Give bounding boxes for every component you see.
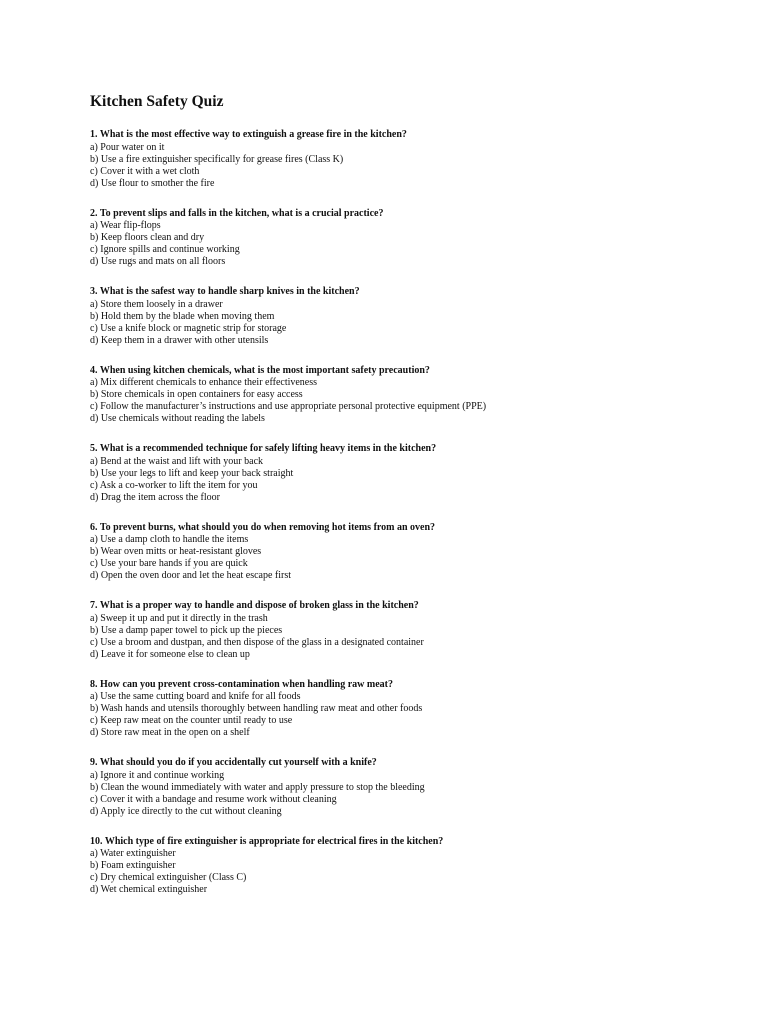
answer-option: a) Mix different chemicals to enhance their effectiveness <box>90 377 318 388</box>
answer-option: b) Wash hands and utensils thoroughly between handling raw meat and other foods <box>90 703 423 714</box>
answer-option: b) Clean the wound immediately with water and apply pressure to stop the bleeding <box>90 781 425 793</box>
question-text: 4. When using kitchen chemicals, what is the most important safety precaution? <box>90 364 430 376</box>
question-block <box>90 443 730 504</box>
question-text: 8. How can you prevent cross-contamination when handling raw meat? <box>90 678 393 690</box>
answer-option: b) Use a damp paper towel to pick up the pieces <box>90 624 283 636</box>
answer-option: c) Ask a co-worker to lift the item for you <box>90 479 258 491</box>
question-text: 2. To prevent slips and falls in the kitchen, what is a crucial practice? <box>90 207 384 219</box>
question-text: 7. What is a proper way to handle and dispose of broken glass in the kitchen? <box>90 600 419 611</box>
answer-option: d) Keep them in a drawer with other utensils <box>90 334 269 346</box>
answer-option: b) Use your legs to lift and keep your back straight <box>90 467 294 479</box>
answer-option: a) Use the same cutting board and knife for all foods <box>90 691 301 702</box>
question-text: 6. To prevent burns, what should you do when removing hot items from an oven? <box>90 521 436 533</box>
answer-option: b) Use a fire extinguisher specifically for grease fires (Class K) <box>90 153 344 165</box>
question-text: 10. Which type of fire extinguisher is appropriate for electrical fires in the kitchen? <box>90 835 444 847</box>
answer-option: b) Keep floors clean and dry <box>90 232 205 243</box>
answer-option: b) Store chemicals in open containers for easy access <box>90 389 303 400</box>
document-page <box>90 92 730 914</box>
question-block <box>90 679 730 740</box>
question-text: 5. What is a recommended technique for safely lifting heavy items in the kitchen? <box>90 443 437 454</box>
answer-option: a) Sweep it up and put it directly in the trash <box>90 612 268 624</box>
answer-option: a) Bend at the waist and lift with your back <box>90 455 264 467</box>
answer-option: d) Apply ice directly to the cut without cleaning <box>90 805 282 817</box>
answer-option: c) Ignore spills and continue working <box>90 244 240 255</box>
answer-option: b) Wear oven mitts or heat-resistant gloves <box>90 546 262 557</box>
question-block <box>90 600 730 661</box>
answer-option: c) Cover it with a wet cloth <box>90 165 200 177</box>
answer-option: c) Use a knife block or magnetic strip for storage <box>90 322 287 334</box>
answer-option: b) Foam extinguisher <box>90 860 176 871</box>
answer-option: a) Store them loosely in a drawer <box>90 298 223 310</box>
question-block <box>90 365 730 426</box>
question-list <box>90 129 730 896</box>
answer-option: a) Use a damp cloth to handle the items <box>90 534 249 545</box>
answer-option: a) Water extinguisher <box>90 848 176 859</box>
answer-option: d) Use chemicals without reading the labels <box>90 413 265 424</box>
answer-option: d) Open the oven door and let the heat escape first <box>90 570 292 581</box>
answer-option: d) Wet chemical extinguisher <box>90 884 208 895</box>
question-text: 1. What is the most effective way to extinguish a grease fire in the kitchen? <box>90 129 407 140</box>
question-block <box>90 129 730 190</box>
answer-option: d) Use rugs and mats on all floors <box>90 256 226 267</box>
answer-option: d) Store raw meat in the open on a shelf <box>90 727 250 738</box>
document-title: Kitchen Safety Quiz <box>90 93 224 110</box>
question-block <box>90 836 730 897</box>
answer-option: c) Follow the manufacturer’s instructions and use appropriate personal protective equipment (PPE) <box>90 401 487 412</box>
question-block <box>90 522 730 583</box>
question-text: 3. What is the safest way to handle sharp knives in the kitchen? <box>90 286 360 297</box>
question-text: 9. What should you do if you accidentally cut yourself with a knife? <box>90 757 377 768</box>
answer-option: d) Use flour to smother the fire <box>90 177 215 189</box>
answer-option: c) Cover it with a bandage and resume work without cleaning <box>90 793 337 805</box>
answer-option: c) Use a broom and dustpan, and then dispose of the glass in a designated container <box>90 636 424 648</box>
answer-option: a) Ignore it and continue working <box>90 769 225 781</box>
question-block <box>90 757 730 818</box>
answer-option: b) Hold them by the blade when moving them <box>90 310 275 322</box>
answer-option: c) Keep raw meat on the counter until ready to use <box>90 715 293 726</box>
question-block <box>90 286 730 347</box>
answer-option: d) Leave it for someone else to clean up <box>90 648 250 660</box>
answer-option: a) Wear flip-flops <box>90 220 161 231</box>
answer-option: c) Dry chemical extinguisher (Class C) <box>90 872 247 883</box>
answer-option: a) Pour water on it <box>90 141 165 153</box>
question-block <box>90 208 730 269</box>
answer-option: d) Drag the item across the floor <box>90 491 220 503</box>
answer-option: c) Use your bare hands if you are quick <box>90 558 248 569</box>
